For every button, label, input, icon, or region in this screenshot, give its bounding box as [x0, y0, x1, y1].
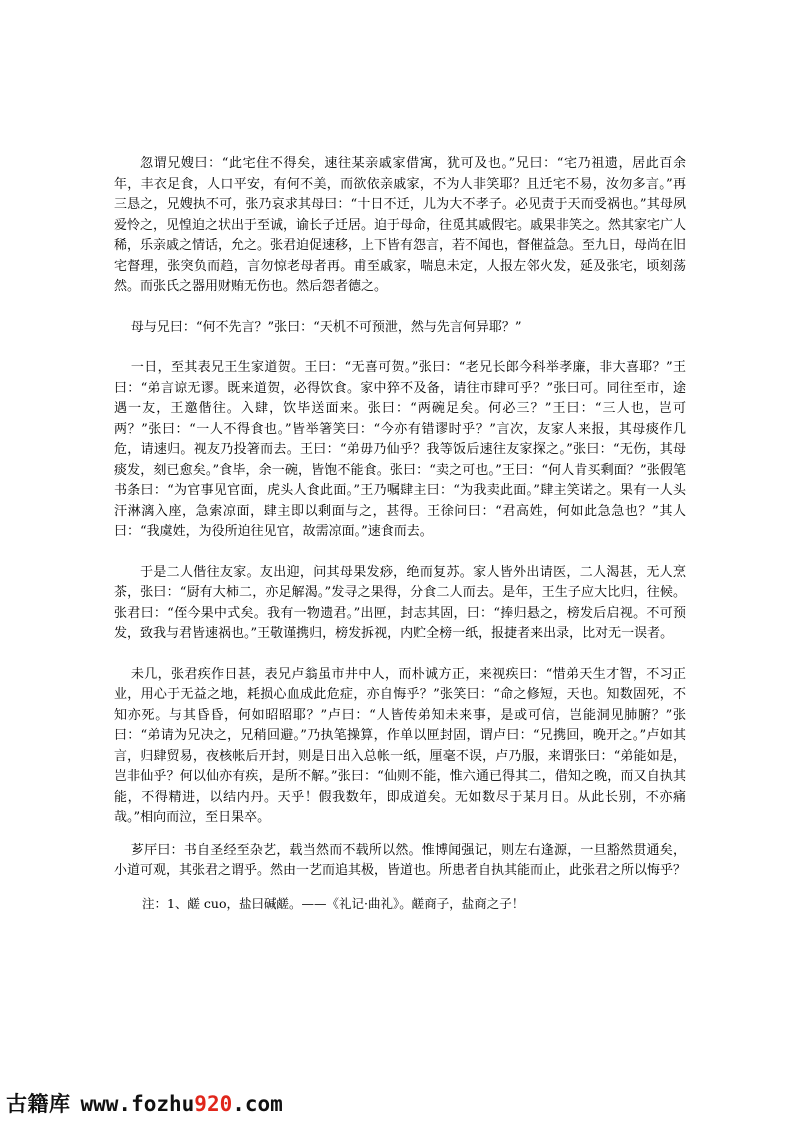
paragraph-5: 未几，张君疾作日甚，表兄卢翁虽市井中人，而朴诚方正，来视疾曰：“惜弟天生才智，不习正业，用心于无益之地，耗损心血成此危症，亦自悔乎？”张笑曰：“命之修短，天也。知数固死，不知亦死。与其昏昏，何如昭昭耶？”卢曰：“人皆传弟知未来事，是或可信，岂能洞见肺腑？”张曰：“弟请为兄决之，兄稍回避。”乃执笔操算，作单以匣封固，谓卢曰：“兄携回，晚开之。”卢如其言，归肆贸易，夜核帐后开封，则是日出入总帐一纸，厘毫不误，卢乃服，来谓张曰：“弟能如是，岂非仙乎？何以仙亦有疾，是所不解。”张曰：“仙则不能，惟六通已得其二，借知之晚，而又自执其能，不得精进，以结内丹。天乎！假我数年，即成道矣。无如数尽于某月日。从此长别，不亦痛哉。”相向而泣，至日果卒。 — [114, 666, 686, 825]
paragraph-1: 忽谓兄嫂曰：“此宅住不得矣，速往某亲戚家借寓，犹可及也。”兄曰：“宅乃祖遗，居此百余年，丰衣足食，人口平安，有何不美，而欲依亲戚家，不为人非笑耶？且迁宅不易，汝勿多言。”再三恳之，兄嫂执不可，张乃哀求其母曰：“十日不迁，儿为大不孝子。必见责于天而受祸也。”其母夙爱怜之，见惶迫之状出于至诚，谕长子迁居。迫于母命，往觅其戚假宅。戚果非笑之。然其家宅广人稀，乐亲戚之情话，允之。张君迫促速移，上下皆有怨言，若不闻也，督催益急。至九日，母尚在旧宅督理，张突负而趋，言勿惊老母者再。甫至戚家，喘息未定，人报左邻火发，延及张宅，顷刻荡然。而张氏之器用财贿无伤也。然后怨者德之。 — [114, 156, 687, 294]
document-body — [114, 154, 686, 914]
site-brand: 古籍库 — [6, 1092, 71, 1116]
paragraph-2: 母与兄曰：“何不先言？”张曰：“天机不可预泄，然与先言何异耶？” — [130, 319, 522, 335]
paragraph-3: 一日，至其表兄王生家道贺。王曰：“无喜可贺。”张曰：“老兄长郎今科举孝廉，非大喜耶？”王曰：“弟言谅无谬。既来道贺，必得饮食。家中猝不及备，请往市肆可乎？”张曰可。同往至市，途遇一友，王邀偕往。入肆，饮毕送面来。张曰：“两碗足矣。何必三？”王曰：“三人也，岂可两？”张曰：“一人不得食也。”皆举箸笑曰：“今亦有错谬时乎？”言次，友家人来报，其母痰作几危，请速归。视友乃投箸而去。王曰：“弟毋乃仙乎？我等饭后速往友家探之。”张曰：“无伤，其母痰发，刻已愈矣。”食毕，余一碗，皆饱不能食。张曰：“卖之可也。”王曰：“何人肯买剩面？”张假笔书条曰：“为官事见官面，虎头人食此面。”王乃嘱肆主曰：“为我卖此面。”肆主笑诺之。果有一人头汗淋漓入座，急索凉面，肆主即以剩面与之，甚得。王徐问曰：“君高姓，何如此急急也？”其人曰：“我虞姓，为役所迫往见官，故需凉面。”速食而去。 — [114, 360, 686, 539]
site-url[interactable] — [81, 1092, 283, 1116]
site-url-prefix: www.fozhu — [80, 1092, 195, 1116]
site-url-accent: 920 — [194, 1092, 233, 1116]
site-url-suffix: .com — [232, 1092, 283, 1116]
paragraph-6: 芗厈曰：书自圣经至杂艺，载当然而不载所以然。惟博闻强记，则左右逢源，一旦豁然贯通矣，小道可观，其张君之谓乎。然由一艺而追其极，皆道也。所患者自执其能而止，此张君之所以悔乎？ — [114, 842, 687, 878]
footnote: 注：1、鹾 cuo，盐曰碱鹾。——《礼记·曲礼》。鹾商子，盐商之子！ — [142, 895, 525, 911]
paragraph-4: 于是二人偕往友家。友出迎，问其母果发痧，绝而复苏。家人皆外出请医，二人渴甚，无人烹茶，张曰：“厨有大柿二，亦足解渴。”发寻之果得，分食二人而去。是年，王生子应大比归，往候。张君曰：“侄今果中式矣。我有一物遗君。”出匣，封志其固，曰：“捧归悬之，榜发后启视。不可预发，致我与君皆速祸也。”王敬谨携归，榜发拆视，内贮全榜一纸，报捷者来出录，比对无一误者。 — [114, 564, 686, 641]
site-watermark — [6, 1088, 283, 1118]
